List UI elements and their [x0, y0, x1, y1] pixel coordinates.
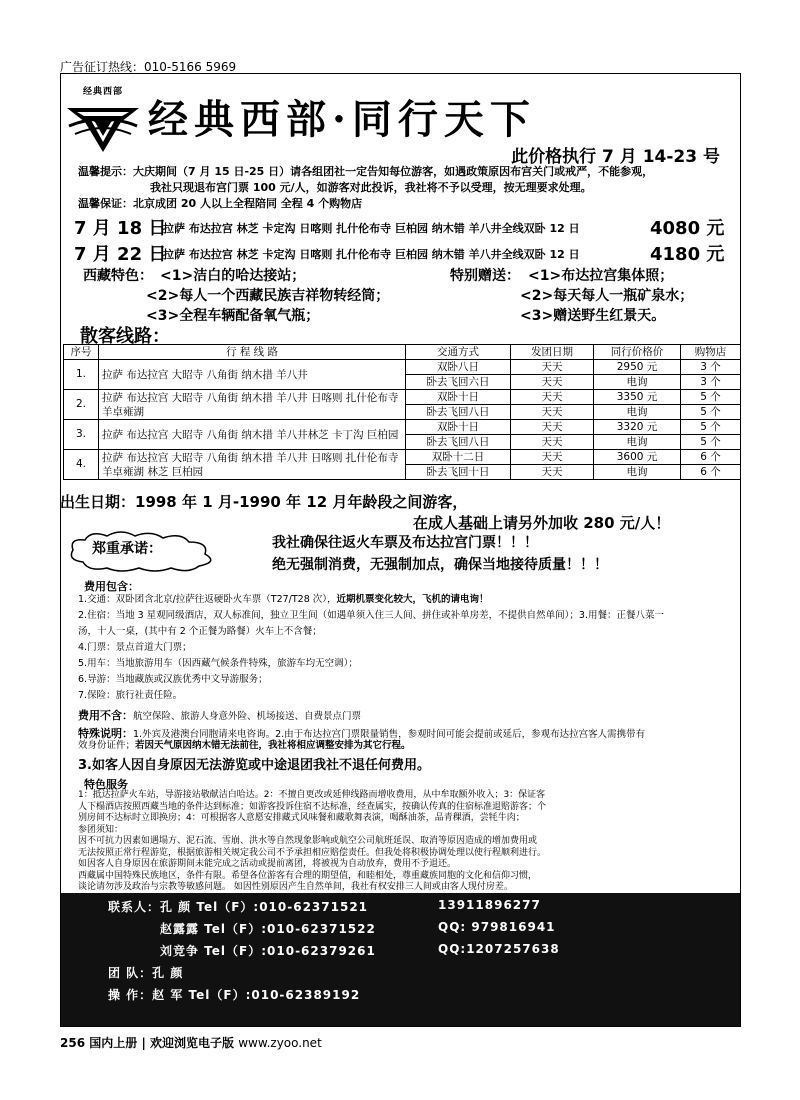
guarantee-notice — [78, 196, 362, 211]
page-number: 256 — [60, 1036, 86, 1050]
fees-excluded-text: 航空保险、旅游人身意外险、机场接送、自费景点门票 — [133, 711, 362, 722]
table-row — [64, 360, 741, 375]
gift-1: <1>布达拉宫集体照； — [528, 268, 674, 284]
row-shops: 6 个 — [681, 450, 741, 465]
table-row — [64, 420, 741, 435]
row-price: 3350 元 — [594, 390, 681, 405]
contact-operator: 操 作：赵 军 Tel（F）:010-62389192 — [108, 988, 361, 1002]
contact-line-1: 联系人：孔 颜 Tel（F）:010-62371521 — [108, 900, 369, 914]
special-line-1: 1.外宾及港澳台同胞请来电咨询。2.由于布达拉宫门票限量销售，参观时间可能会提前或延后，参观布达拉宫客人需携带有 — [133, 729, 646, 740]
contact-phone-1: 13911896277 — [438, 898, 541, 912]
row-route: 拉萨 布达拉宫 大昭寺 八角街 纳木措 羊八井 日喀则 扎什伦布寺 羊卓雍湖 林芝 巨柏园 — [99, 450, 406, 480]
col-header-shops: 购物店 — [681, 345, 741, 360]
fee-transport — [78, 592, 489, 608]
col-header-route: 行 程 线 路 — [99, 345, 406, 360]
row-shops: 3 个 — [681, 375, 741, 390]
row-number: 3. — [64, 420, 99, 450]
row-price: 电询 — [594, 465, 681, 480]
page-footer — [60, 1034, 322, 1051]
row-route: 拉萨 布达拉宫 大昭寺 八角街 纳木措 羊八井林芝 卡丁沟 巨柏园 — [99, 420, 406, 450]
row-date: 天天 — [511, 465, 594, 480]
fee-transport-text: 1.交通：双卧团含北京/拉萨往返硬卧火车票（T27/T28 次）， — [78, 594, 337, 605]
price-date: 7 月 22 日 — [74, 244, 167, 265]
footer-url[interactable]: www.zyoo.net — [238, 1036, 322, 1050]
route-table — [63, 344, 741, 480]
service-title: 特色服务 — [84, 778, 128, 791]
service-line: 1：抵达拉萨火车站，导游接站敬献洁白哈达。2：不擅自更改或延伸线路而增收费用，从中牟取额外收入；3：保证客 — [78, 790, 546, 800]
row-shops: 5 个 — [681, 390, 741, 405]
row-number: 2. — [64, 390, 99, 420]
row-route: 拉萨 布达拉宫 大昭寺 八角街 纳木措 羊八井 日喀则 扎什伦布寺 羊卓雍湖 — [99, 390, 406, 420]
logo-caption: 经典西部 — [82, 87, 123, 97]
row-date: 天天 — [511, 435, 594, 450]
row-route: 拉萨 布达拉宫 大昭寺 八角街 纳木措 羊八井 — [99, 360, 406, 390]
contact-team: 团 队：孔 颜 — [108, 966, 184, 980]
row-transport: 卧去飞回八日 — [406, 435, 511, 450]
promise-line-1: 我社确保往返火车票及布达拉宫门票！！！ — [272, 535, 538, 551]
row-price: 2950 元 — [594, 360, 681, 375]
tibet-feature-2: <2>每人一个西藏民族吉祥物转经筒； — [146, 288, 390, 304]
tibet-feature-1: <1>洁白的哈达接站； — [160, 268, 306, 284]
footer-divider: | — [141, 1036, 146, 1050]
fee-tickets: 4.门票：景点首道大门票； — [78, 642, 192, 653]
table-header-row — [64, 345, 741, 360]
tip-line-2: 我社只现退布宫门票 100 元/人，如游客对此投诉，我社将不予以受理，按无理要求处理。 — [150, 181, 592, 194]
table-row — [64, 390, 741, 405]
price-route: 拉萨 布达拉宫 林芝 卡定沟 日喀则 扎什伦布寺 巨柏园 纳木错 羊八井全线双卧 12 日 — [163, 248, 580, 261]
service-line: 西藏属中国特殊民族地区，条件有限。希望各位游客有合理的期望值，和睦相处，尊重藏族同胞的文化和信仰习惯， — [78, 870, 538, 881]
row-transport: 双卧八日 — [406, 360, 511, 375]
row-number: 1. — [64, 360, 99, 390]
row-date: 天天 — [511, 450, 594, 465]
col-header-date: 发团日期 — [511, 345, 594, 360]
row-transport: 双卧十日 — [406, 390, 511, 405]
row-transport: 卧去飞回六日 — [406, 375, 511, 390]
row-date: 天天 — [511, 360, 594, 375]
table-row — [64, 450, 741, 465]
tip-line-1: 大庆期间（7 月 15 日-25 日）请各组团社一定告知每位游客，如遇政策原因布宫关门或戒严，不能参观， — [133, 165, 654, 178]
promise-line-2: 绝无强制消费，无强制加点，确保当地接待质量！！！ — [272, 557, 608, 573]
row-price: 3600 元 — [594, 450, 681, 465]
price-route: 拉萨 布达拉宫 林芝 卡定沟 日喀则 扎什伦布寺 巨柏园 纳木错 羊八井全线双卧 12 日 — [163, 222, 580, 235]
special-label: 特殊说明： — [78, 727, 133, 740]
price-value: 4180 元 — [650, 244, 725, 265]
fees-excluded-label: 费用不含： — [78, 709, 133, 722]
row-date: 天天 — [511, 420, 594, 435]
footer-section: 国内上册 — [89, 1036, 138, 1050]
section-title: 散客线路： — [80, 326, 170, 347]
ad-hotline: 广告征订热线：010-5166 5969 — [60, 60, 237, 74]
tibet-feature-3: <3>全程车辆配备氧气瓶； — [146, 308, 320, 324]
fees-included-title: 费用包含： — [84, 580, 139, 593]
price-value: 4080 元 — [650, 218, 725, 239]
fee-vehicle: 5.用车：当地旅游用车（因西藏气候条件特殊，旅游车均无空调）； — [78, 658, 358, 669]
surcharge-line: 在成人基础上请另外加收 280 元/人！ — [413, 514, 671, 532]
contact-line-2: 赵露露 Tel（F）:010-62371522 — [160, 922, 376, 936]
service-line: 无法按照正常行程游览，根据旅游相关规定我公司不予承担相应赔偿责任。但我处将积极协调处理以使行程顺利进行。 — [78, 847, 547, 858]
col-header-no: 序号 — [64, 345, 99, 360]
price-date: 7 月 18 日 — [74, 218, 167, 239]
contact-line-3: 刘竞争 Tel（F）:010-62379261 — [160, 944, 376, 958]
row-date: 天天 — [511, 405, 594, 420]
service-line: 因不可抗力因素如遇塌方、泥石流、雪崩、洪水等自然现象影响或航空公司航班延误、取消等原因造成的增加费用或 — [78, 836, 538, 846]
row-price: 电询 — [594, 405, 681, 420]
birth-date-line: 出生日期：1998 年 1 月-1990 年 12 月年龄段之间游客， — [60, 493, 468, 511]
gift-3: <3>赠送野生红景天。 — [520, 308, 666, 324]
row-shops: 5 个 — [681, 420, 741, 435]
special-line-2 — [78, 738, 411, 754]
row-shops: 3 个 — [681, 360, 741, 375]
row-transport: 双卧十二日 — [406, 450, 511, 465]
contact-qq-2: QQ:1207257638 — [438, 942, 560, 956]
service-line: 如因客人自身原因在旅游期间未能完成之活动或提前离团，将被视为自动放弃，费用不予退还。 — [78, 859, 457, 869]
footer-welcome: 欢迎浏览电子版 — [150, 1036, 235, 1050]
fee-insurance: 7.保险：旅行社责任险。 — [78, 690, 183, 701]
col-header-price: 同行价格价 — [594, 345, 681, 360]
promise-label: 郑重承诺： — [92, 541, 162, 557]
fee-meals: 汤，十人一桌，(其中有 2 个正餐为路餐）火车上不含餐； — [78, 626, 322, 637]
service-line: 别房间不达标时立即换房；4：可根据客人意愿安排藏式风味餐和藏歌舞表演，喝酥油茶，品青稞酒，尝牦牛肉； — [78, 813, 525, 823]
gift-2: <2>每天每人一瓶矿泉水； — [520, 288, 694, 304]
row-price: 电询 — [594, 435, 681, 450]
contact-qq-1: QQ: 979816941 — [438, 920, 556, 934]
fee-guide: 6.导游：当地藏族或汉族优秀中文导游服务； — [78, 674, 268, 685]
row-transport: 卧去飞回十日 — [406, 465, 511, 480]
service-line: 参团须知： — [78, 824, 124, 835]
fee-lodging: 2.住宿：当地 3 星观同级酒店，双人标准间，独立卫生间（如遇单须入住三人间、拼住或补单房差，不提供自然单间）；3.用餐：正餐八菜一 — [78, 610, 664, 621]
guarantee-label: 温馨保证： — [78, 197, 133, 210]
row-number: 4. — [64, 450, 99, 480]
tip-label: 温馨提示： — [78, 165, 133, 178]
special-weather-note: 若因天气原因纳木错无法前往，我社将相应调整安排为其它行程。 — [135, 740, 411, 751]
special-line-3: 3.如客人因自身原因无法游览或中途退团我社不退任何费用。 — [78, 758, 430, 773]
row-shops: 5 个 — [681, 435, 741, 450]
col-header-transport: 交通方式 — [406, 345, 511, 360]
tibet-features-label: 西藏特色： — [83, 268, 153, 284]
row-transport: 卧去飞回八日 — [406, 405, 511, 420]
gifts-label: 特别赠送： — [450, 268, 520, 284]
row-date: 天天 — [511, 375, 594, 390]
row-date: 天天 — [511, 390, 594, 405]
service-line: 谈论请勿涉及政治与宗教等敏感问题。 如因性别原因产生自然单间，我社有权安排三人间或由客人现付房差。 — [78, 882, 513, 892]
fee-flight-note: 近期机票变化较大，飞机的请电询！ — [336, 594, 489, 605]
row-price: 3320 元 — [594, 420, 681, 435]
row-shops: 6 个 — [681, 465, 741, 480]
tip-notice — [78, 164, 653, 179]
row-transport: 双卧十日 — [406, 420, 511, 435]
row-shops: 5 个 — [681, 405, 741, 420]
special-id-note: 效身份证件； — [78, 740, 136, 751]
service-line: 人下榻酒店按照西藏当地的条件达到标准；如游客投诉住宿不达标准，经查属实，按确认传真的住宿标准退赔游客；个 — [78, 801, 547, 812]
guarantee-text: 北京成团 20 人以上全程陪同 全程 4 个购物店 — [133, 197, 363, 210]
price-validity: 此价格执行 7 月 14-23 号 — [511, 147, 720, 167]
row-price: 电询 — [594, 375, 681, 390]
brand-slogan: 经典西部·同行天下 — [148, 96, 536, 143]
